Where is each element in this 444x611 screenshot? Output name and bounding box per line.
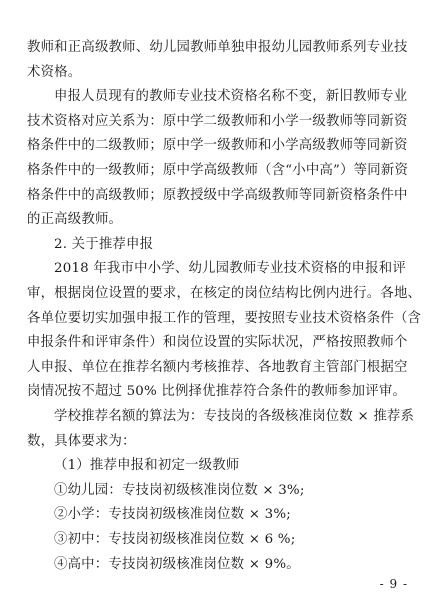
- list-item: ①幼儿园：专技岗初级核准岗位数 × 3%;: [54, 482, 305, 498]
- section-heading: 2. 关于推荐申报: [54, 236, 154, 252]
- text-line: 各单位要切实加强申报工作的管理，要按照专业技术资格条件（含: [27, 310, 422, 326]
- text-line: 申报条件和评审条件）和岗位设置的实际状况，严格按照教师个: [27, 335, 408, 351]
- text-line: 申报人员现有的教师专业技术资格名称不变，新旧教师专业: [54, 89, 408, 105]
- text-line: 2018 年我市中小学、幼儿园教师专业技术资格的申报和评: [54, 261, 406, 277]
- list-item: ②小学：专技岗初级核准岗位数 × 3%;: [54, 507, 291, 523]
- text-line: 审，根据岗位设置的要求，在核定的岗位结构比例内进行。各地、: [27, 286, 422, 301]
- text-line: 岗情况按不超过 50% 比例择优推荐符合条件的教师参加评审。: [27, 384, 407, 400]
- subsection-heading: （1）推荐申报和初定一级教师: [54, 458, 240, 474]
- page-number: - 9 -: [379, 577, 408, 591]
- text-line: 技术资格对应关系为：原中学二级教师和小学一级教师等同新资: [27, 113, 408, 129]
- text-line: 学校推荐名额的算法为：专技岗的各级核准岗位数 × 推荐系: [54, 409, 415, 424]
- text-line: 数，具体要求为：: [27, 433, 136, 449]
- text-line: 的正高级教师。: [27, 212, 123, 228]
- text-line: 人申报、单位在推荐名额内考核推荐、各地教育主管部门根据空: [27, 359, 408, 375]
- list-item: ④高中：专技岗初级核准岗位数 × 9%。: [54, 556, 300, 572]
- text-line: 格条件中的一级教师；原中学高级教师（含“小中高”）等同新资: [27, 163, 409, 178]
- text-line: 格条件中的高级教师；原教授级中学高级教师等同新资格条件中: [27, 187, 408, 203]
- list-item: ③初中：专技岗初级核准岗位数 × 6 %;: [54, 532, 296, 547]
- text-line: 术资格。: [27, 64, 82, 80]
- text-line: 教师和正高级教师、幼儿园教师单独申报幼儿园教师系列专业技: [27, 40, 408, 55]
- text-line: 格条件中的二级教师；原中学一级教师和小学高级教师等同新资: [27, 138, 408, 154]
